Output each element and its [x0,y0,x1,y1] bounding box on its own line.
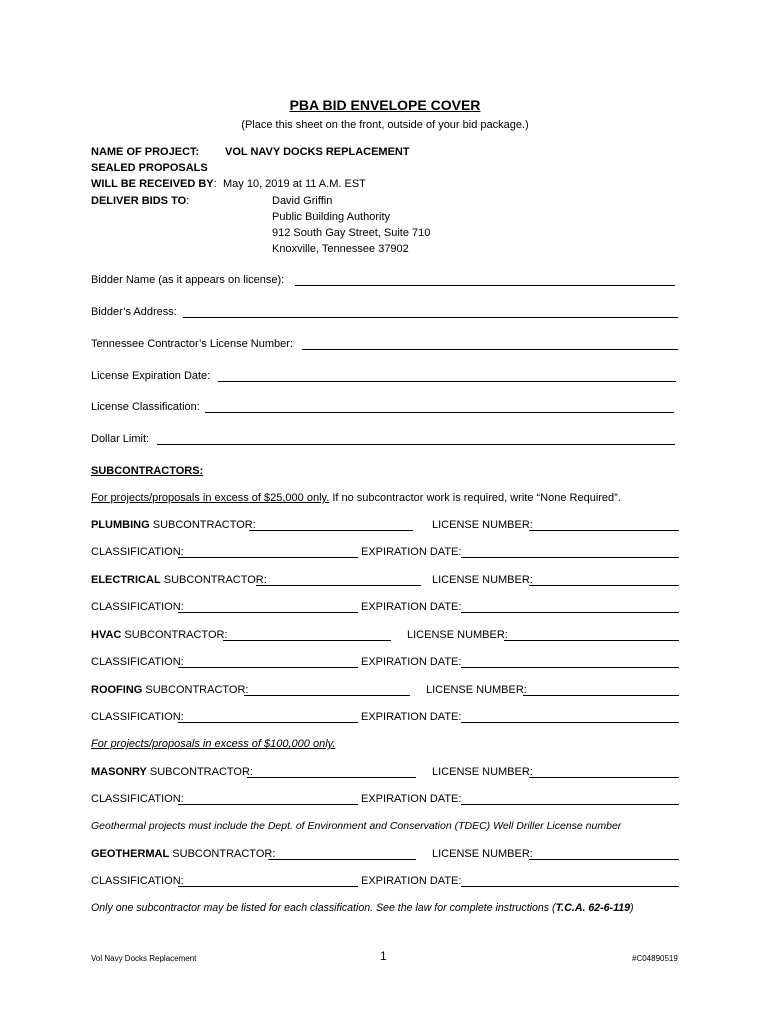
electrical-subcontractor-line[interactable] [256,585,421,586]
plumbing-subcontractor-line[interactable] [249,530,413,531]
license-classification-label: License Classification: [91,401,200,413]
subcontractors-heading: SUBCONTRACTORS: [91,465,204,477]
subcontractors-note: For projects/proposals in excess of $25,000 only. If no subcontractor work is required, write “None Required”. [91,492,621,504]
hvac-classification-line[interactable] [178,667,358,668]
received-by-label: WILL BE RECEIVED BY: [91,178,217,190]
deliver-address-line: 912 South Gay Street, Suite 710 [272,227,431,239]
geothermal-classification-line[interactable] [178,886,358,887]
roofing-classification-line[interactable] [178,722,358,723]
masonry-classification-label: CLASSIFICATION: [91,793,184,805]
deliver-address-line: Public Building Authority [272,211,391,223]
bidder-name-line[interactable] [295,285,675,286]
footer-project-name: Vol Navy Docks Replacement [91,954,197,963]
license-expiration-line[interactable] [218,381,676,382]
deliver-bids-label: DELIVER BIDS TO: [91,195,190,207]
masonry-subcontractor-label: MASONRY SUBCONTRACTOR: [91,766,253,778]
deliver-address-line: David Griffin [272,195,333,207]
license-number-label: Tennessee Contractor’s License Number: [91,338,293,350]
page-number: 1 [380,949,387,963]
hvac-expiration-line[interactable] [461,667,679,668]
footer-document-id: #C04890519 [632,954,678,963]
roofing-subcontractor-label: ROOFING SUBCONTRACTOR: [91,684,249,696]
plumbing-license-line[interactable] [529,530,679,531]
geothermal-subcontractor-label: GEOTHERMAL SUBCONTRACTOR: [91,848,276,860]
plumbing-expiration-label: EXPIRATION DATE: [361,546,462,558]
masonry-classification-line[interactable] [178,804,358,805]
electrical-classification-label: CLASSIFICATION: [91,601,184,613]
hvac-classification-label: CLASSIFICATION: [91,656,184,668]
electrical-license-line[interactable] [529,585,679,586]
roofing-subcontractor-line[interactable] [244,695,410,696]
electrical-license-label: LICENSE NUMBER: [432,574,533,586]
dollar-limit-line[interactable] [157,444,675,445]
roofing-expiration-label: EXPIRATION DATE: [361,711,462,723]
project-name-value: VOL NAVY DOCKS REPLACEMENT [225,146,410,158]
electrical-expiration-label: EXPIRATION DATE: [361,601,462,613]
final-note: Only one subcontractor may be listed for each classification. See the law for complete instructions (T.C.A. 62-6-119) [91,902,634,914]
geothermal-expiration-line[interactable] [461,886,679,887]
sealed-proposals-label: SEALED PROPOSALS [91,162,208,174]
roofing-license-label: LICENSE NUMBER: [426,684,527,696]
geothermal-note: Geothermal projects must include the Dept. of Environment and Conservation (TDEC) Well Driller License number [91,820,622,832]
received-by-value: May 10, 2019 at 11 A.M. EST [223,178,366,190]
page-title: PBA BID ENVELOPE COVER [289,97,481,113]
roofing-expiration-line[interactable] [461,722,679,723]
geothermal-license-label: LICENSE NUMBER: [432,848,533,860]
electrical-expiration-line[interactable] [461,612,679,613]
electrical-classification-line[interactable] [178,612,358,613]
roofing-classification-label: CLASSIFICATION: [91,711,184,723]
deliver-address-line: Knoxville, Tennessee 37902 [272,243,409,255]
electrical-subcontractor-label: ELECTRICAL SUBCONTRACTOR: [91,574,267,586]
license-number-line[interactable] [302,349,678,350]
masonry-license-label: LICENSE NUMBER: [432,766,533,778]
dollar-limit-label: Dollar Limit: [91,433,150,445]
masonry-expiration-line[interactable] [461,804,679,805]
hvac-expiration-label: EXPIRATION DATE: [361,656,462,668]
plumbing-classification-label: CLASSIFICATION: [91,546,184,558]
hvac-subcontractor-label: HVAC SUBCONTRACTOR: [91,629,228,641]
plumbing-expiration-line[interactable] [461,557,679,558]
page-subtitle: (Place this sheet on the front, outside of your bid package.) [241,119,529,131]
geothermal-subcontractor-line[interactable] [268,859,416,860]
bidder-address-label: Bidder’s Address: [91,306,177,318]
plumbing-subcontractor-label: PLUMBING SUBCONTRACTOR: [91,519,256,531]
project-name-label: NAME OF PROJECT: [91,146,200,158]
plumbing-license-label: LICENSE NUMBER: [432,519,533,531]
roofing-license-line[interactable] [523,695,679,696]
masonry-expiration-label: EXPIRATION DATE: [361,793,462,805]
hvac-subcontractor-line[interactable] [223,640,391,641]
bidder-name-label: Bidder Name (as it appears on license): [91,274,285,286]
hvac-license-label: LICENSE NUMBER: [407,629,508,641]
geothermal-expiration-label: EXPIRATION DATE: [361,875,462,887]
bidder-address-line[interactable] [183,317,678,318]
over-100k-note: For projects/proposals in excess of $100,000 only. [91,738,336,750]
license-expiration-label: License Expiration Date: [91,370,211,382]
geothermal-classification-label: CLASSIFICATION: [91,875,184,887]
masonry-subcontractor-line[interactable] [247,777,416,778]
geothermal-license-line[interactable] [529,859,679,860]
hvac-license-line[interactable] [504,640,679,641]
license-classification-line[interactable] [205,412,674,413]
masonry-license-line[interactable] [529,777,679,778]
plumbing-classification-line[interactable] [178,557,358,558]
